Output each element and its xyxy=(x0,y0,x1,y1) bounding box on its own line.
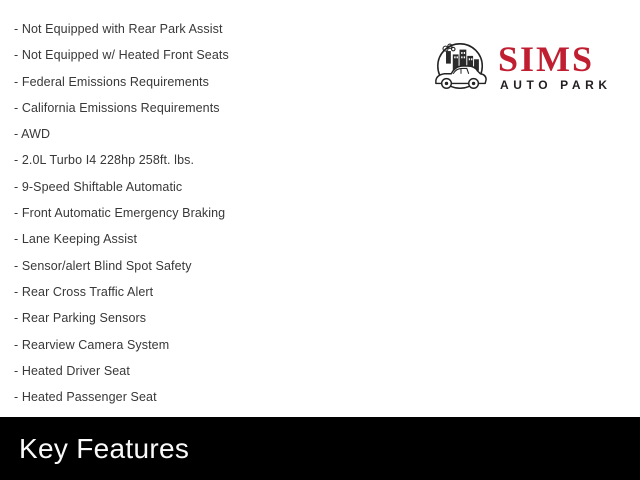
logo-text xyxy=(498,40,612,92)
feature-item: - Sensor/alert Blind Spot Safety xyxy=(14,258,192,273)
feature-item: - Rear Cross Traffic Alert xyxy=(14,284,154,299)
brand-name: SIMS xyxy=(498,39,595,79)
feature-item: - Federal Emissions Requirements xyxy=(14,74,209,89)
feature-item: - AWD xyxy=(14,127,51,142)
feature-list xyxy=(14,16,414,410)
feature-item: - Heated Passenger Seat xyxy=(14,390,157,405)
feature-item: - Rearview Camera System xyxy=(14,337,170,352)
feature-item: - Not Equipped w/ Heated Front Seats xyxy=(14,48,229,63)
feature-item: - Front Automatic Emergency Braking xyxy=(14,206,226,221)
key-features-banner xyxy=(0,417,640,480)
brand-tagline: AUTO PARK xyxy=(500,78,612,92)
feature-item: - Not Equipped with Rear Park Assist xyxy=(14,22,223,36)
feature-item: - Rear Parking Sensors xyxy=(14,311,147,326)
feature-item: - 2.0L Turbo I4 228hp 258ft. lbs. xyxy=(14,153,195,168)
feature-item: - 9-Speed Shiftable Automatic xyxy=(14,179,183,194)
dealer-logo xyxy=(432,40,612,94)
feature-item: - Heated Driver Seat xyxy=(14,363,130,378)
feature-item: - California Emissions Requirements xyxy=(14,100,220,115)
car-cityscape-emblem-icon xyxy=(432,40,490,94)
key-features-title: Key Features xyxy=(19,432,190,464)
feature-item: - Lane Keeping Assist xyxy=(14,232,138,247)
